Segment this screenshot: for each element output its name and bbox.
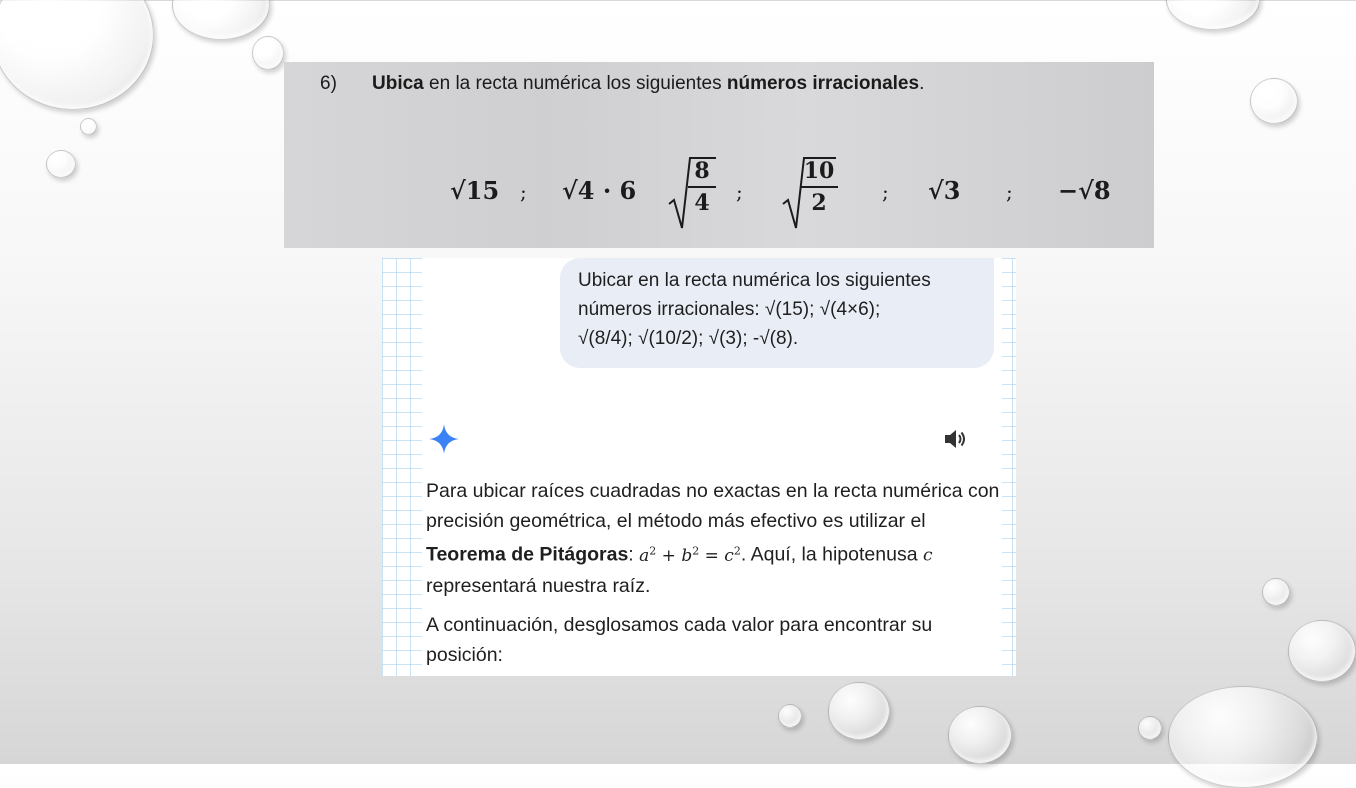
water-drop-decoration [0, 0, 154, 110]
statement-bold-verb: Ubica [372, 73, 424, 94]
water-drop-decoration [1288, 620, 1356, 682]
water-drop-decoration [828, 682, 890, 740]
formula-plus: + [656, 545, 682, 566]
speaker-volume-icon[interactable] [942, 426, 968, 452]
radicand-15: 15 [465, 176, 500, 205]
separator: ; [736, 180, 743, 204]
water-drop-decoration [1166, 0, 1260, 30]
exercise-statement [372, 73, 924, 95]
response-colon: : [628, 543, 640, 566]
separator: ; [520, 180, 527, 204]
pythagoras-formula [639, 546, 741, 566]
fraction-numerator: 10 [803, 158, 835, 184]
radical-sqrt-3: √3 [928, 176, 961, 205]
hypotenuse-var: c [922, 545, 933, 566]
water-drop-decoration [80, 118, 97, 135]
radicand-3: 3 [943, 176, 961, 205]
fraction-8-4 [688, 158, 716, 216]
water-drop-decoration [1168, 686, 1318, 788]
exercise-number: 6) [320, 73, 337, 94]
user-message-line: Ubicar en la recta numérica los siguientes [578, 270, 931, 291]
user-message-line: números irracionales: √(15); √(4×6); [578, 299, 881, 320]
fraction-10-2 [800, 158, 838, 216]
worksheet-image [284, 62, 1154, 248]
formula-equals: = [699, 545, 725, 566]
user-message-line: √(8/4); √(10/2); √(3); -√(8). [578, 328, 799, 349]
water-drop-decoration [778, 704, 802, 728]
water-drop-decoration [46, 150, 76, 178]
separator: ; [1006, 180, 1013, 204]
water-drop-decoration [252, 36, 284, 70]
gemini-sparkle-icon [428, 423, 460, 455]
assistant-response [426, 476, 1002, 676]
statement-text: en la recta numérica los siguientes [423, 73, 727, 94]
radical-sqrt-4x6: √4 · 6 [562, 176, 637, 205]
response-text: representará nuestra raíz. [426, 574, 651, 597]
radicand-4x6: 4 · 6 [577, 176, 637, 205]
user-message-bubble [560, 258, 994, 368]
negative-sign: − [1058, 176, 1079, 205]
chat-content-area [422, 258, 1002, 676]
theorem-name: Teorema de Pitágoras [426, 543, 629, 566]
response-paragraph [426, 476, 1002, 601]
water-drop-decoration [948, 706, 1012, 764]
response-paragraph: A continuación, desglosamos cada valor para encontrar su posición: [426, 613, 933, 666]
radical-neg-sqrt-8: −√8 [1058, 176, 1111, 205]
fraction-bar [800, 186, 838, 188]
water-drop-decoration [172, 0, 270, 40]
chat-panel [382, 258, 1016, 676]
statement-bold-topic: números irracionales [726, 73, 920, 94]
formula-exponent: 2 [733, 544, 741, 557]
formula-var-c: c [724, 545, 734, 566]
formula-var-a: a [639, 545, 650, 566]
separator: ; [882, 180, 889, 204]
radicand-8: 8 [1093, 176, 1111, 205]
response-text: Para ubicar raíces cuadradas no exactas en la recta numérica con precisión geométrica, el método más efectivo es utilizar el [426, 480, 1000, 532]
formula-exponent: 2 [692, 544, 700, 557]
water-drop-decoration [1262, 578, 1290, 606]
water-drop-decoration [1250, 78, 1298, 124]
water-drop-decoration [1138, 716, 1162, 740]
statement-period: . [919, 73, 925, 94]
fraction-denominator: 2 [811, 190, 827, 216]
formula-var-b: b [681, 545, 693, 566]
fraction-denominator: 4 [694, 190, 710, 216]
fraction-bar [688, 186, 716, 188]
formula-exponent: 2 [649, 544, 657, 557]
fraction-numerator: 8 [694, 158, 710, 184]
response-text: . Aquí, la hipotenusa [740, 543, 923, 566]
radical-sqrt-15: √15 [450, 176, 500, 205]
